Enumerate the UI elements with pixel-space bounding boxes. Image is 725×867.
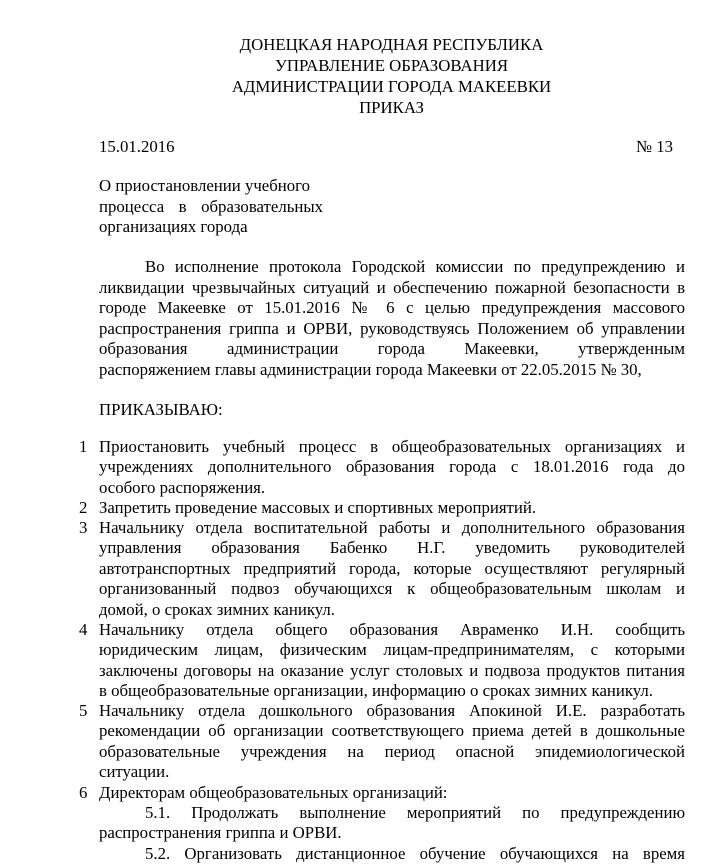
document-header <box>0 34 725 118</box>
preamble-paragraph <box>99 257 685 380</box>
sub-item-line: 5.2. Организовать дистанционное обучение обучающихся на время <box>145 844 685 863</box>
item-line: образовательные учреждения на период опасной эпидемиологической <box>99 741 685 761</box>
item-line: Начальнику отдела общего образования Авраменко И.Н. сообщить <box>99 620 685 639</box>
item-line: организованный подвоз обучающихся к общеобразовательным школам и <box>99 579 685 599</box>
item-line: автотранспортных предприятий города, которые осуществляют регулярный <box>99 558 685 578</box>
preamble-line: распространения гриппа и ОРВИ, руководствуясь Положением об управлении <box>99 318 685 338</box>
order-keyword: ПРИКАЗЫВАЮ: <box>99 400 223 419</box>
item-line: Приостановить учебный процесс в общеобразовательных организациях и <box>99 437 685 456</box>
item-number: 5 <box>79 701 88 720</box>
item-number: 1 <box>79 437 88 456</box>
item-number: 4 <box>79 620 88 639</box>
subject-line: организациях города <box>99 217 248 237</box>
preamble-line: образования администрации города Макеевки, утвержденным <box>99 339 685 358</box>
sub-item <box>99 844 685 864</box>
preamble-line: Во исполнение протокола Городской комиссии по предупреждению и <box>145 257 685 276</box>
sub-item <box>99 803 685 844</box>
item-line: Директорам общеобразовательных организаций: <box>99 783 448 802</box>
item-text <box>99 701 685 783</box>
order-subject <box>99 176 323 238</box>
item-line: в общеобразовательные организации, информацию о сроках зимних каникул. <box>99 681 653 701</box>
header-administration: АДМИНИСТРАЦИИ ГОРОДА МАКЕЕВКИ <box>231 77 552 96</box>
sub-item-line: распространения гриппа и ОРВИ. <box>99 823 342 843</box>
order-number: № 13 <box>636 137 673 156</box>
item-number: 2 <box>79 498 88 517</box>
item-line: заключены договоры на оказание услуг столовых и подвоза продуктов питания <box>99 660 685 680</box>
item-text <box>99 437 685 498</box>
item-text <box>99 518 685 620</box>
item-line: Начальнику отдела воспитательной работы и дополнительного образования <box>99 518 685 537</box>
item-line: ситуации. <box>99 762 170 782</box>
subject-line: процесса в образовательных <box>99 196 323 216</box>
header-order-title: ПРИКАЗ <box>359 98 424 117</box>
item-line: особого распоряжения. <box>99 477 266 497</box>
item-number: 3 <box>79 518 88 537</box>
item-text <box>99 498 685 518</box>
item-line: учреждениях дополнительного образования города с 18.01.2016 года до <box>99 457 685 477</box>
sub-item-line: 5.1. Продолжать выполнение мероприятий по предупреждению <box>145 803 685 822</box>
item-line: управления образования Бабенко Н.Г. уведомить руководителей <box>99 538 685 558</box>
item-line: рекомендации об организации соответствующего приема детей в дошкольные <box>99 721 685 741</box>
item-line: Начальнику отдела дошкольного образования Апокиной И.Е. разработать <box>99 701 685 720</box>
order-date: 15.01.2016 <box>99 137 175 156</box>
item-text <box>99 783 685 803</box>
item-text <box>99 620 685 702</box>
item-line: юридическим лицам, физическим лицам-предпринимателям, с которыми <box>99 640 685 660</box>
subject-line: О приостановлении учебного <box>99 176 310 195</box>
header-department: УПРАВЛЕНИЕ ОБРАЗОВАНИЯ <box>274 56 509 75</box>
item-number: 6 <box>79 783 88 802</box>
preamble-line: распоряжением главы администрации города Макеевки от 22.05.2015 № 30, <box>99 359 642 379</box>
item-line: Запретить проведение массовых и спортивных мероприятий. <box>99 498 537 517</box>
preamble-line: городе Макеевке от 15.01.2016 № 6 с целью предупреждения массового <box>99 298 685 317</box>
header-republic: ДОНЕЦКАЯ НАРОДНАЯ РЕСПУБЛИКА <box>239 35 544 54</box>
item-line: домой, о сроках зимних каникул. <box>99 599 335 619</box>
preamble-line: ликвидации чрезвычайных ситуаций и обеспечению пожарной безопасности в <box>99 277 685 297</box>
